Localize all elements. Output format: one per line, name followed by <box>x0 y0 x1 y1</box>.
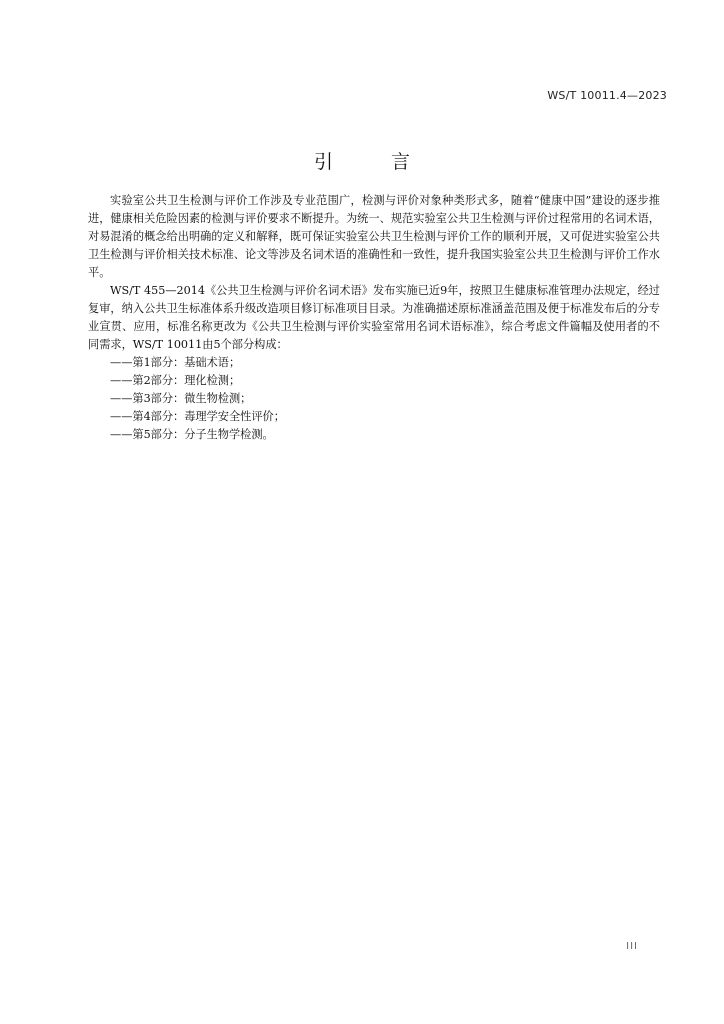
list-item: ——第1部分：基础术语； <box>110 356 241 369</box>
list-item: ——第4部分：毒理学安全性评价； <box>110 410 285 423</box>
intro-paragraph-2: WS/T 455—2014《公共卫生检测与评价名词术语》发布实施已近9年，按照卫生健康标准管理办法规定，经过复审，纳入公共卫生标准体系升级改造项目修订标准项目目录。为准确描述原标准涵盖范围及便于标准发布后的分专业宣贯、应用，标准名称更改为《公共卫生检测与评价实验室常用名词术语标准》，综合考虑文件篇幅及使用者的不同需求，WS/T 10011由5个部分构成： <box>88 284 660 351</box>
list-item: ——第5部分：分子生物学检测。 <box>110 428 274 441</box>
intro-paragraph-1: 实验室公共卫生检测与评价工作涉及专业范围广，检测与评价对象种类形式多，随着“健康中国”建设的逐步推进，健康相关危险因素的检测与评价要求不断提升。为统一、规范实验室公共卫生检测与评价过程常用的名词术语，对易混淆的概念给出明确的定义和解释，既可保证实验室公共卫生检测与评价工作的顺利开展，又可促进实验室公共卫生检测与评价相关技术标准、论文等涉及名词术语的准确性和一致性，提升我国实验室公共卫生检测与评价工作水平。 <box>88 194 660 279</box>
section-title: 引 言 <box>313 151 437 173</box>
page-number: III <box>626 941 638 952</box>
document-code: WS/T 10011.4—2023 <box>547 89 667 102</box>
list-item: ——第3部分：微生物检测； <box>110 392 252 405</box>
parts-list <box>88 354 660 444</box>
body-content <box>88 192 660 444</box>
list-item: ——第2部分：理化检测； <box>110 374 241 387</box>
